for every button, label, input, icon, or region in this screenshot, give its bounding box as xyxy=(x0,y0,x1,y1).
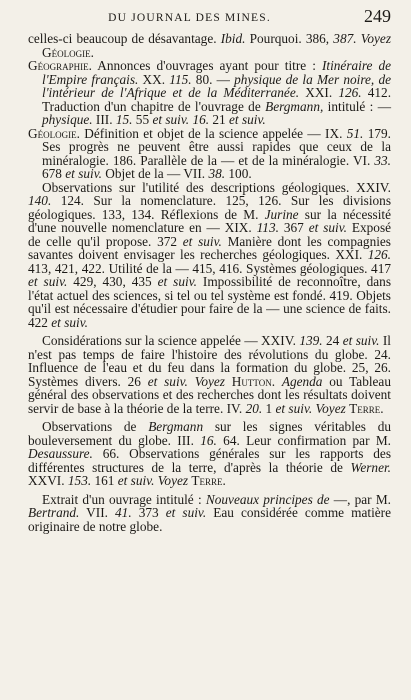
index-entry-geologie xyxy=(28,127,391,181)
entry-text-run: Terre xyxy=(349,400,381,416)
entry-text-run: 412. Traduction d'un chapitre de l'ouvrage de xyxy=(42,85,392,114)
entry-text-run: . xyxy=(271,373,282,389)
entry-text-run: 16. xyxy=(200,432,217,448)
entry-text-run: 113. xyxy=(256,220,279,235)
entry-text-run: 140. xyxy=(28,193,52,208)
page-header xyxy=(28,6,391,32)
entry-text-run: 24 xyxy=(322,333,343,348)
entry-text-run: 115. xyxy=(169,71,192,87)
entry-text-run: 367 xyxy=(278,220,309,235)
entry-text-run: Jurine xyxy=(264,206,299,222)
entry-text-run: celles-ci beaucoup de désavantage. xyxy=(28,31,221,46)
entry-text-run: Bertrand. xyxy=(28,505,80,520)
entry-text-run: Géologie xyxy=(42,44,91,60)
entry-text-run: 33. xyxy=(374,152,391,168)
entry-text-run: Observations de xyxy=(42,419,149,434)
entry-text-run: VII. xyxy=(79,505,116,520)
index-entry-geographie xyxy=(28,59,391,127)
entry-text-run: 161 xyxy=(91,473,118,488)
entry-text-run: Eau considérée comme matière originaire de notre globe. xyxy=(28,505,391,534)
entry-text-run: et suiv. xyxy=(147,373,188,389)
entry-text-run: Pourquoi. 386, xyxy=(245,31,334,46)
entry-text-run: Géologie xyxy=(28,125,77,141)
entry-text-run: 387. xyxy=(333,31,357,46)
entry-text-run: et suiv. xyxy=(165,505,207,520)
entry-text-run: et suiv. xyxy=(157,274,197,289)
entry-text-run: et suiv. xyxy=(275,400,313,416)
entry-text-run: Observations sur l'utilité des descriptions géologiques. XXIV. xyxy=(42,179,391,195)
entry-text-run: . Annonces d'ouvrages ayant pour titre : xyxy=(88,58,322,73)
index-body xyxy=(28,32,391,533)
entry-text-run: et suiv. xyxy=(28,274,68,289)
entry-text-run: Voyez xyxy=(360,31,392,46)
entry-text-run: Objet de la — VII. xyxy=(101,166,209,181)
entry-text-run: 16. xyxy=(192,112,210,127)
index-entry-cont xyxy=(28,32,391,59)
entry-text-run: 55 xyxy=(132,112,153,127)
entry-text-run: . xyxy=(90,44,94,60)
entry-text-run: 15. xyxy=(115,112,133,127)
entry-text-run: Agenda xyxy=(281,373,323,389)
entry-text-run: et suiv. xyxy=(308,220,347,235)
entry-text-run: et suiv. xyxy=(342,333,380,348)
entry-text-run: Voyez xyxy=(315,400,346,416)
entry-text-run: 139. xyxy=(299,333,323,348)
entry-text-run: Terre xyxy=(191,473,223,488)
running-title: DU JOURNAL DES MINES. xyxy=(108,12,271,24)
entry-text-run: et suiv. xyxy=(229,112,266,127)
entry-text-run: ou Tableau général des observations et des recherches dont les résultats doivent servir de base à la théorie de la terre. IV. xyxy=(28,373,391,416)
entry-text-run: 1 xyxy=(262,400,276,416)
entry-text-run: 21 xyxy=(209,112,230,127)
entry-text-run: Bergmann, xyxy=(265,98,324,114)
entry-text-run: sur les signes véritables du bouleversement du globe. III. xyxy=(28,419,391,448)
entry-text-run: 41. xyxy=(115,505,132,520)
entry-text-run: et suiv. xyxy=(65,166,102,181)
entry-text-run: Hutton xyxy=(231,373,272,389)
entry-text-run: 678 xyxy=(42,166,66,181)
entry-text-run: et suiv. xyxy=(182,233,222,249)
index-entry-considerations xyxy=(28,334,391,415)
entry-text-run: 153. xyxy=(67,473,92,488)
entry-text-run: 124. Sur la nomenclature. 125, 126. Sur les divisions géologiques. 133, 134. Réflexions de M. xyxy=(28,193,391,222)
entry-text-run: 413, 421, 422. Utilité de la — 415, 416. Systèmes géologiques. 417 xyxy=(28,260,391,276)
entry-text-run: —, par M. xyxy=(329,491,391,507)
entry-text-run: 64. Leur confirmation par M. xyxy=(216,432,391,448)
entry-text-run: 38. xyxy=(208,166,226,181)
entry-text-run: Voyez xyxy=(194,373,225,389)
index-entry-extrait xyxy=(28,493,391,534)
entry-text-run: Itinéraire de l'Empire français. xyxy=(42,58,392,87)
entry-text-run: 51. xyxy=(346,125,364,141)
entry-text-run: Desaussure. xyxy=(28,446,93,461)
entry-text-run: 126. xyxy=(367,247,391,262)
entry-text-run: . xyxy=(380,400,384,416)
entry-text-run: III. xyxy=(92,112,116,127)
entry-text-run: Ibid. xyxy=(220,31,246,46)
index-entry-observations-utilite xyxy=(28,181,391,330)
entry-text-run: Manière dont les compagnies savantes doivent envisager les recherches géologiques. XXI. xyxy=(28,233,391,262)
page-number: 249 xyxy=(364,6,391,26)
entry-text-run: XXVI. xyxy=(28,473,68,488)
entry-text-run: XXI. xyxy=(299,85,339,100)
entry-text-run: et suiv. Voyez xyxy=(117,473,189,488)
entry-text-run: Considérations sur la science appelée — XXIV. xyxy=(42,333,300,348)
entry-text-run: Extrait d'un ouvrage intitulé : xyxy=(42,491,206,507)
entry-text-run: Exposé de celle qu'il propose. 372 xyxy=(28,220,392,249)
entry-text-run: Impossibilité de reconnoître, dans l'état actuel des sciences, si tel ou tel système est fondé. 419. Objets qu'il est nécessaire d'étudier pour faire de la — une science de faits. 422 xyxy=(28,274,391,330)
entry-text-run: sur la nécessité d'une nouvelle nomenclature en — XIX. xyxy=(28,206,391,235)
entry-text-run: Géographie xyxy=(28,58,89,73)
entry-text-run: Nouveaux principes de xyxy=(205,491,330,507)
entry-text-run: . Définition et objet de la science appelée — IX. xyxy=(76,125,347,141)
entry-text-run: physique. xyxy=(42,112,93,127)
entry-text-run: 179. Ses progrès ne peuvent être aussi rapides que ceux de la minéralogie. 186. Parallèle de la — et de la minéralogie. VI. xyxy=(42,125,391,168)
entry-text-run: 373 xyxy=(131,505,166,520)
entry-text-run: Bergmann xyxy=(148,419,204,434)
entry-text-run: Werner. xyxy=(350,459,391,475)
entry-text-run: physique de la Mer noire, de l'intérieur de l'Afrique et de la Méditerranée. xyxy=(42,71,391,100)
entry-text-run: et suiv. xyxy=(152,112,190,127)
entry-text-run: et suiv. xyxy=(51,314,88,330)
entry-text-run: 20. xyxy=(245,400,263,416)
entry-text-run: 126. xyxy=(338,85,362,100)
entry-text-run: 66. Observations générales sur les rapports des différentes structures de la terre, d'après la théorie de xyxy=(28,446,391,475)
entry-text-run: XX. xyxy=(138,71,170,87)
entry-text-run: 429, 430, 435 xyxy=(67,274,158,289)
entry-text-run: intitulé : — xyxy=(323,98,391,114)
index-entry-observations-bergmann xyxy=(28,420,391,488)
entry-text-run: 80. — xyxy=(191,71,235,87)
entry-text-run: . xyxy=(222,473,226,488)
entry-text-run: Il n'est pas temps de faire l'histoire des révolutions du globe. 24. Influence de l'eau et du feu dans la formation du globe. 25, 26. Systèmes divers. 26 xyxy=(28,333,391,389)
entry-text-run: 100. xyxy=(225,166,252,181)
